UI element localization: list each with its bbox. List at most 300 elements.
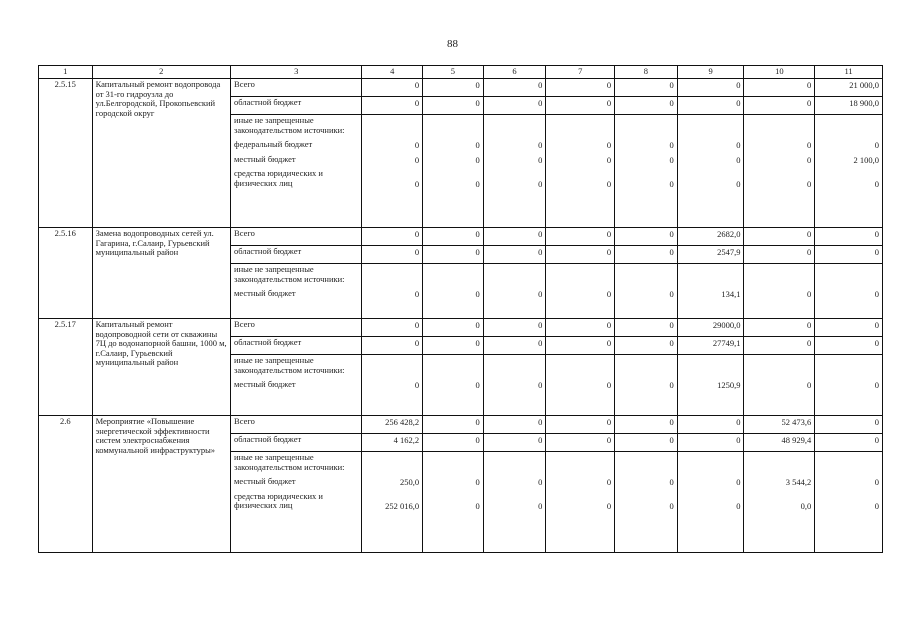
value — [426, 265, 480, 284]
value: 0 — [606, 97, 612, 108]
value-cell — [815, 228, 883, 246]
value: 250,0 — [399, 476, 420, 487]
value: 0 — [475, 178, 480, 189]
value-cell — [615, 452, 678, 553]
value: 0 — [606, 178, 612, 189]
value: 0 — [538, 434, 543, 445]
value — [365, 116, 419, 135]
value-cell — [423, 115, 484, 228]
value: 0 — [874, 434, 879, 445]
value-cell — [362, 246, 423, 264]
value — [487, 356, 543, 375]
value: 0 — [669, 416, 674, 427]
value: 0 — [874, 319, 879, 330]
value-cell — [483, 228, 546, 246]
section-name: Капитальный ремонт водопроводной сети от скважины 7Ц до водонапорной башни, 1000 м, г.Салаир, Гурьевский муниципальный район — [92, 319, 230, 416]
funding-source-cell — [231, 319, 362, 337]
value-cell — [546, 97, 615, 115]
page-number: 88 — [447, 38, 458, 50]
value: 0 — [736, 139, 741, 150]
value: 0 — [414, 79, 420, 90]
value-cell — [483, 264, 546, 319]
value-cell — [815, 246, 883, 264]
value-cell — [423, 337, 484, 355]
value: 0 — [736, 178, 741, 189]
funding-source-cell — [231, 228, 362, 246]
value: 0 — [874, 379, 879, 390]
section-row — [39, 319, 883, 337]
value-cell — [423, 264, 484, 319]
value-cell — [744, 434, 815, 452]
value: 0 — [606, 154, 612, 165]
funding-source-cell — [231, 264, 362, 319]
funding-source: местный бюджет — [234, 379, 296, 389]
funding-source-cell — [231, 337, 362, 355]
value-cell — [744, 228, 815, 246]
value-cell — [615, 416, 678, 434]
column-header: 3 — [231, 66, 362, 79]
value: 0 — [606, 416, 612, 427]
value — [549, 356, 611, 375]
value: 0 — [475, 79, 480, 90]
value: 0 — [414, 288, 420, 299]
value: 0 — [874, 246, 879, 257]
funding-source: местный бюджет — [234, 153, 296, 164]
section-name: Капитальный ремонт водопровода от 31-го гидроузла до ул.Белгородской, Прокопьевский городской округ — [92, 79, 230, 228]
value-cell — [615, 337, 678, 355]
value-cell — [744, 115, 815, 228]
value-cell — [362, 416, 423, 434]
value: 0 — [475, 319, 480, 330]
column-header: 4 — [362, 66, 423, 79]
funding-source: местный бюджет — [234, 476, 296, 486]
value: 0 — [874, 337, 879, 348]
value-cell — [744, 97, 815, 115]
value-cell — [677, 452, 744, 553]
value: 0 — [669, 228, 674, 239]
value-cell — [815, 416, 883, 434]
value: 0 — [736, 434, 741, 445]
value-cell — [677, 97, 744, 115]
funding-source: областной бюджет — [234, 434, 302, 444]
value: 0 — [806, 97, 812, 108]
column-header: 8 — [615, 66, 678, 79]
budget-table — [38, 65, 883, 553]
table-body — [39, 66, 883, 553]
value: 0 — [874, 500, 879, 511]
funding-source-cell — [231, 416, 362, 434]
value — [747, 356, 811, 375]
value: 0 — [538, 178, 543, 189]
value — [747, 116, 811, 135]
value-cell — [546, 337, 615, 355]
value: 0 — [736, 416, 741, 427]
value-cell — [744, 337, 815, 355]
value: 0 — [475, 416, 480, 427]
value-cell — [677, 246, 744, 264]
column-header: 2 — [92, 66, 230, 79]
value: 256 428,2 — [385, 416, 420, 427]
value-cell — [483, 337, 546, 355]
section-code: 2.5.15 — [39, 79, 93, 228]
value: 0 — [669, 246, 674, 257]
value: 0 — [414, 379, 420, 390]
value-cell — [615, 97, 678, 115]
value: 0 — [669, 434, 674, 445]
value: 252 016,0 — [385, 500, 420, 511]
value — [549, 265, 611, 284]
value-cell — [362, 97, 423, 115]
value: 0 — [606, 319, 612, 330]
funding-source-cell — [231, 246, 362, 264]
value-cell — [546, 79, 615, 97]
value: 2 100,0 — [853, 154, 879, 165]
value: 0 — [606, 288, 612, 299]
value: 0 — [475, 154, 480, 165]
value-cell — [744, 416, 815, 434]
value: 0 — [606, 500, 612, 511]
value-cell — [615, 246, 678, 264]
value: 0 — [606, 228, 612, 239]
funding-source: иные не запрещенные законодательством источники: — [234, 264, 345, 284]
value-cell — [815, 115, 883, 228]
value-cell — [546, 355, 615, 416]
value-cell — [677, 115, 744, 228]
value: 0 — [806, 139, 812, 150]
value: 0 — [874, 476, 879, 487]
value-cell — [815, 355, 883, 416]
value: 0 — [806, 154, 812, 165]
value: 0 — [736, 79, 741, 90]
value: 0 — [806, 178, 812, 189]
value-cell — [423, 319, 484, 337]
value: 0 — [538, 337, 543, 348]
value-cell — [815, 97, 883, 115]
value-cell — [744, 355, 815, 416]
value-cell — [483, 452, 546, 553]
value — [426, 116, 480, 135]
value — [681, 356, 741, 375]
value-cell — [677, 228, 744, 246]
value: 4 162,2 — [393, 434, 420, 445]
value — [818, 265, 879, 284]
funding-source-cell — [231, 79, 362, 97]
value: 0 — [538, 476, 543, 487]
value: 0 — [475, 476, 480, 487]
value: 0 — [806, 246, 812, 257]
value-cell — [677, 355, 744, 416]
value: 0 — [538, 154, 543, 165]
value: 29000,0 — [712, 319, 741, 330]
funding-source: областной бюджет — [234, 246, 302, 256]
value: 0 — [874, 228, 879, 239]
value-cell — [615, 228, 678, 246]
funding-source: Всего — [234, 228, 255, 238]
value-cell — [483, 115, 546, 228]
value: 2682,0 — [717, 228, 741, 239]
value-cell — [615, 355, 678, 416]
value-cell — [423, 452, 484, 553]
value: 0 — [669, 178, 674, 189]
value-cell — [546, 264, 615, 319]
value: 0 — [475, 228, 480, 239]
value-cell — [815, 434, 883, 452]
value-cell — [546, 228, 615, 246]
value — [747, 453, 811, 472]
value: 0 — [669, 319, 674, 330]
value — [618, 453, 674, 472]
value: 0 — [669, 97, 674, 108]
value-cell — [677, 434, 744, 452]
value-cell — [423, 79, 484, 97]
value — [818, 453, 879, 472]
value: 0 — [414, 228, 420, 239]
value: 0 — [414, 154, 420, 165]
section-name: Замена водопроводных сетей ул. Гагарина, г.Салаир, Гурьевский муниципальный район — [92, 228, 230, 319]
value-cell — [362, 452, 423, 553]
value-cell — [483, 319, 546, 337]
value: 0 — [736, 97, 741, 108]
value-cell — [744, 264, 815, 319]
value-cell — [483, 79, 546, 97]
value — [549, 116, 611, 135]
funding-source: средства юридических и физических лиц — [234, 490, 323, 510]
value: 0 — [606, 434, 612, 445]
value — [365, 265, 419, 284]
value-cell — [483, 355, 546, 416]
value: 0 — [874, 178, 879, 189]
funding-source: федеральный бюджет — [234, 139, 313, 149]
section-row — [39, 228, 883, 246]
value: 0 — [538, 139, 543, 150]
value: 27749,1 — [712, 337, 741, 348]
value: 0 — [475, 139, 480, 150]
value — [426, 356, 480, 375]
funding-source: Всего — [234, 319, 255, 329]
value: 0,0 — [800, 500, 812, 511]
value-cell — [483, 246, 546, 264]
value: 0 — [538, 288, 543, 299]
funding-source-cell — [231, 355, 362, 416]
value-cell — [615, 79, 678, 97]
value — [747, 265, 811, 284]
funding-source: иные не запрещенные законодательством источники: — [234, 115, 345, 135]
funding-source: Всего — [234, 79, 255, 89]
funding-source-cell — [231, 434, 362, 452]
value: 0 — [736, 154, 741, 165]
value: 21 000,0 — [849, 79, 879, 90]
funding-source: Всего — [234, 416, 255, 426]
value: 0 — [669, 379, 674, 390]
section-name: Мероприятие «Повышение энергетической эффективности систем электроснабжения коммунальной инфраструктуры» — [92, 416, 230, 553]
value: 0 — [475, 500, 480, 511]
section-code: 2.5.16 — [39, 228, 93, 319]
value-cell — [744, 452, 815, 553]
value: 0 — [475, 434, 480, 445]
value: 0 — [669, 288, 674, 299]
value: 0 — [874, 288, 879, 299]
value: 134,1 — [721, 288, 741, 299]
value-cell — [615, 434, 678, 452]
value — [681, 116, 741, 135]
value: 0 — [669, 500, 674, 511]
value: 0 — [806, 379, 812, 390]
value: 0 — [669, 337, 674, 348]
value-cell — [362, 115, 423, 228]
value: 0 — [414, 246, 420, 257]
value-cell — [362, 434, 423, 452]
value-cell — [744, 246, 815, 264]
value: 0 — [669, 79, 674, 90]
value: 0 — [606, 79, 612, 90]
funding-source-cell — [231, 97, 362, 115]
column-header: 9 — [677, 66, 744, 79]
value: 18 900,0 — [849, 97, 879, 108]
value-cell — [423, 228, 484, 246]
value-cell — [677, 79, 744, 97]
column-header: 6 — [483, 66, 546, 79]
value-cell — [815, 337, 883, 355]
funding-source: областной бюджет — [234, 337, 302, 347]
value: 0 — [669, 139, 674, 150]
funding-source: областной бюджет — [234, 97, 302, 107]
value-cell — [546, 319, 615, 337]
value-cell — [677, 319, 744, 337]
column-header: 5 — [423, 66, 484, 79]
value: 0 — [669, 476, 674, 487]
value: 0 — [606, 476, 612, 487]
value-cell — [423, 355, 484, 416]
column-header: 1 — [39, 66, 93, 79]
value: 0 — [414, 319, 420, 330]
value: 0 — [414, 337, 420, 348]
value — [618, 116, 674, 135]
value: 0 — [414, 178, 420, 189]
value-cell — [615, 264, 678, 319]
value: 48 929,4 — [781, 434, 812, 445]
value-cell — [615, 319, 678, 337]
value-cell — [546, 115, 615, 228]
funding-source: иные не запрещенные законодательством источники: — [234, 452, 345, 472]
value: 52 473,6 — [781, 416, 812, 427]
column-header: 11 — [815, 66, 883, 79]
value: 0 — [606, 139, 612, 150]
value: 0 — [606, 337, 612, 348]
value-cell — [362, 337, 423, 355]
value: 0 — [806, 228, 812, 239]
value-cell — [677, 337, 744, 355]
value: 0 — [538, 246, 543, 257]
funding-source-cell — [231, 452, 362, 553]
value-cell — [546, 434, 615, 452]
value-cell — [423, 434, 484, 452]
column-header: 7 — [546, 66, 615, 79]
value: 0 — [606, 379, 612, 390]
value: 0 — [736, 500, 741, 511]
section-row — [39, 416, 883, 434]
value: 0 — [475, 288, 480, 299]
value-cell — [546, 246, 615, 264]
value: 0 — [669, 154, 674, 165]
value-cell — [362, 355, 423, 416]
header-row — [39, 66, 883, 79]
value: 0 — [538, 416, 543, 427]
value-cell — [677, 416, 744, 434]
value: 0 — [806, 288, 812, 299]
value: 0 — [538, 97, 543, 108]
funding-source: иные не запрещенные законодательством источники: — [234, 355, 345, 375]
value — [681, 265, 741, 284]
value-cell — [815, 319, 883, 337]
value-cell — [483, 97, 546, 115]
value — [487, 265, 543, 284]
value: 0 — [874, 416, 879, 427]
value: 0 — [414, 97, 420, 108]
value: 0 — [475, 97, 480, 108]
funding-source: средства юридических и физических лиц — [234, 168, 323, 188]
value: 0 — [538, 379, 543, 390]
value-cell — [744, 319, 815, 337]
value: 2547,9 — [717, 246, 741, 257]
section-code: 2.5.17 — [39, 319, 93, 416]
value: 0 — [538, 79, 543, 90]
value-cell — [362, 228, 423, 246]
value — [618, 356, 674, 375]
value — [549, 453, 611, 472]
value — [681, 453, 741, 472]
value: 0 — [475, 379, 480, 390]
value: 0 — [806, 79, 812, 90]
column-header: 10 — [744, 66, 815, 79]
value-cell — [815, 264, 883, 319]
value — [818, 116, 879, 135]
value: 0 — [475, 246, 480, 257]
value: 0 — [806, 337, 812, 348]
value-cell — [677, 264, 744, 319]
value — [487, 453, 543, 472]
value-cell — [362, 79, 423, 97]
value: 0 — [414, 139, 420, 150]
value-cell — [546, 416, 615, 434]
value-cell — [423, 416, 484, 434]
funding-source-cell — [231, 115, 362, 228]
value-cell — [546, 452, 615, 553]
value: 0 — [475, 337, 480, 348]
value: 0 — [806, 319, 812, 330]
value-cell — [483, 416, 546, 434]
value-cell — [815, 452, 883, 553]
value-cell — [744, 79, 815, 97]
section-row — [39, 79, 883, 97]
value — [818, 356, 879, 375]
value — [365, 356, 419, 375]
value — [618, 265, 674, 284]
funding-source: местный бюджет — [234, 288, 296, 298]
value: 1250,9 — [717, 379, 741, 390]
value: 0 — [606, 246, 612, 257]
value: 3 544,2 — [785, 476, 812, 487]
value: 0 — [736, 476, 741, 487]
value: 0 — [538, 319, 543, 330]
value-cell — [362, 319, 423, 337]
value-cell — [615, 115, 678, 228]
section-code: 2.6 — [39, 416, 93, 553]
value — [365, 453, 419, 472]
value: 0 — [538, 500, 543, 511]
value-cell — [483, 434, 546, 452]
value-cell — [362, 264, 423, 319]
value-cell — [423, 246, 484, 264]
